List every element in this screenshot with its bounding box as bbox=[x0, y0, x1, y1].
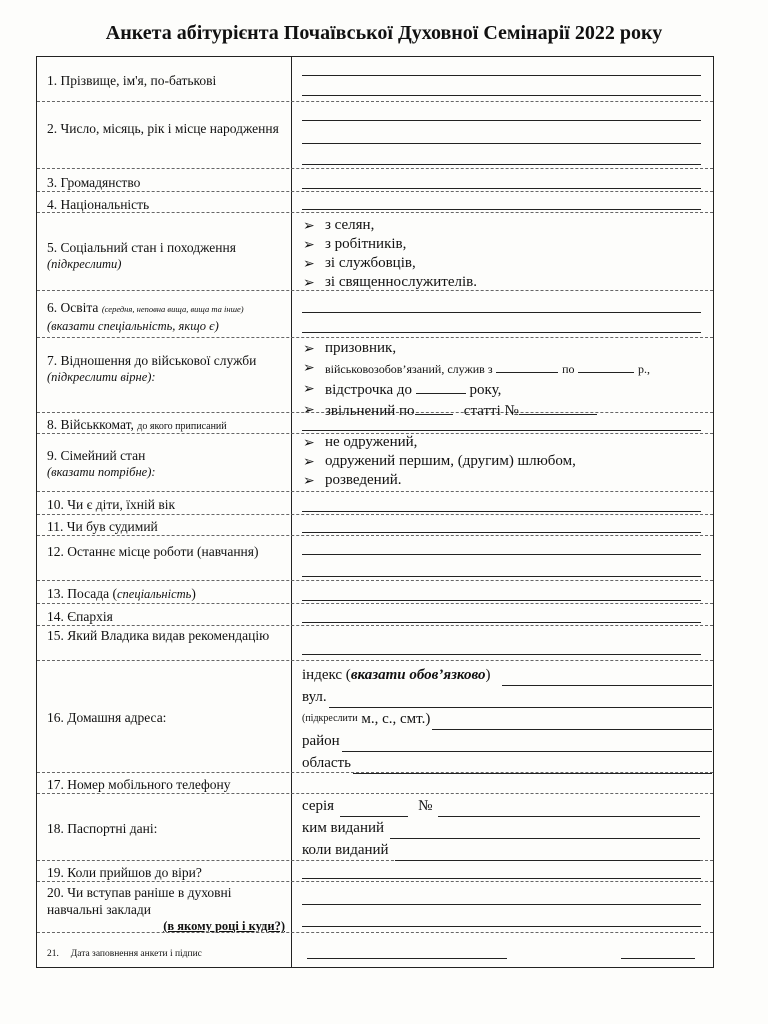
label-text: 20. Чи вступав раніше в духовні навчальні заклади bbox=[47, 885, 232, 917]
input-line[interactable] bbox=[302, 143, 701, 144]
label-full-name: 1. Прізвище, ім'я, по-батькові bbox=[47, 73, 217, 88]
label-home-address: 16. Домашня адреса: bbox=[47, 710, 167, 725]
passport-series-line[interactable]: серія № bbox=[302, 795, 712, 817]
label-small-hint: до якого приписаний bbox=[137, 421, 227, 432]
label-convicted: 11. Чи був судимий bbox=[47, 519, 158, 534]
row-position bbox=[37, 581, 713, 604]
label-phone: 17. Номер мобільного телефону bbox=[47, 777, 231, 792]
input-line[interactable] bbox=[302, 878, 701, 879]
label-passport: 18. Паспортні дані: bbox=[47, 821, 158, 836]
passport-issued-by-line[interactable]: ким виданий bbox=[302, 817, 712, 839]
label-text: 9. Сімейний стан bbox=[47, 448, 146, 463]
option-workers[interactable]: ➢ з робітників, bbox=[303, 236, 407, 253]
label-eparchy: 14. Єпархія bbox=[47, 609, 113, 624]
row-passport bbox=[37, 794, 713, 861]
served-from-field[interactable] bbox=[496, 358, 558, 373]
row-military-office bbox=[37, 413, 713, 434]
form-title: Анкета абітурієнта Почаївської Духовної Семінарії 2022 року bbox=[105, 22, 663, 44]
arrow-bullet-icon: ➢ bbox=[303, 238, 315, 253]
address-region-line[interactable]: область bbox=[302, 752, 712, 774]
arrow-bullet-icon: ➢ bbox=[303, 403, 315, 418]
input-line[interactable] bbox=[302, 904, 701, 905]
input-line[interactable] bbox=[302, 576, 701, 577]
address-settlement-line[interactable]: (підкреслити м., с., смт.) bbox=[302, 708, 712, 730]
passport-block bbox=[302, 795, 712, 861]
label-birth: 2. Число, місяць, рік і місце народження bbox=[47, 121, 279, 136]
row-children bbox=[37, 492, 713, 515]
label-faith: 19. Коли прийшов до віри? bbox=[47, 865, 202, 880]
input-line[interactable] bbox=[302, 926, 701, 927]
label-hint: (підкреслити вірне): bbox=[47, 370, 156, 384]
label-nationality: 4. Національність bbox=[47, 197, 150, 212]
military-options bbox=[303, 339, 713, 421]
label-hint: (підкреслити) bbox=[47, 257, 122, 271]
label-hint: (вказати спеціальність, якщо є) bbox=[47, 319, 219, 333]
arrow-bullet-icon: ➢ bbox=[303, 436, 315, 451]
option-clergy[interactable]: ➢ зі священнослужителів. bbox=[303, 274, 477, 291]
arrow-bullet-icon: ➢ bbox=[303, 361, 315, 376]
arrow-bullet-icon: ➢ bbox=[303, 276, 315, 291]
arrow-bullet-icon: ➢ bbox=[303, 382, 315, 397]
row-nationality bbox=[37, 192, 713, 213]
input-line[interactable] bbox=[302, 164, 701, 165]
label-small-hint: (середня, неповна вища, вища та інше) bbox=[101, 304, 244, 314]
input-line[interactable] bbox=[302, 600, 701, 601]
label-previous-seminary bbox=[47, 884, 285, 935]
row-home-address bbox=[37, 661, 713, 773]
row-last-work bbox=[37, 536, 713, 581]
label-text: 6. Освіта bbox=[47, 300, 99, 315]
input-line[interactable] bbox=[302, 95, 701, 96]
input-line[interactable] bbox=[302, 120, 701, 121]
input-line[interactable] bbox=[302, 332, 701, 333]
signature-field[interactable] bbox=[621, 958, 695, 959]
option-reservist[interactable]: ➢ військовозобов’язаний, служив з по р., bbox=[303, 358, 713, 379]
option-deferment[interactable]: ➢ відстрочка до року, bbox=[303, 379, 713, 400]
label-date-signature: 21. Дата заповнення анкети і підпис bbox=[47, 949, 202, 959]
input-line[interactable] bbox=[302, 532, 701, 533]
label-text: 7. Відношення до військової служби bbox=[47, 353, 257, 368]
label-text: 5. Соціальний стан і походження bbox=[47, 240, 236, 255]
input-line[interactable] bbox=[302, 654, 701, 655]
option-discharged[interactable]: ➢ звільнений по статті № bbox=[303, 400, 713, 421]
row-education bbox=[37, 291, 713, 338]
input-line[interactable] bbox=[302, 312, 701, 313]
label-last-work: 12. Останнє місце роботи (навчання) bbox=[47, 544, 259, 559]
label-family-status bbox=[47, 447, 285, 481]
label-hint: (в якому році і куди?) bbox=[163, 919, 285, 933]
row-eparchy bbox=[37, 604, 713, 626]
option-peasants[interactable]: ➢ з селян, bbox=[303, 217, 375, 234]
passport-issued-when-line[interactable]: коли виданий bbox=[302, 839, 712, 861]
row-recommendation bbox=[37, 626, 713, 661]
row-social-status bbox=[37, 213, 713, 291]
address-street-line[interactable]: вул. bbox=[302, 686, 712, 708]
input-line[interactable] bbox=[302, 430, 701, 431]
row-full-name bbox=[37, 57, 713, 102]
row-military bbox=[37, 338, 713, 419]
label-education bbox=[47, 299, 285, 335]
input-line[interactable] bbox=[302, 188, 701, 189]
label-social-status bbox=[47, 239, 285, 273]
row-previous-seminary bbox=[37, 882, 713, 933]
address-block bbox=[302, 664, 712, 774]
arrow-bullet-icon: ➢ bbox=[303, 219, 315, 234]
option-married[interactable]: ➢ одружений першим, (другим) шлюбом, bbox=[303, 453, 576, 470]
label-citizenship: 3. Громадянство bbox=[47, 175, 141, 190]
arrow-bullet-icon: ➢ bbox=[303, 474, 315, 489]
option-employees[interactable]: ➢ зі службовців, bbox=[303, 255, 416, 272]
option-not-married[interactable]: ➢ не одружений, bbox=[303, 434, 418, 451]
date-field[interactable] bbox=[307, 958, 507, 959]
row-convicted bbox=[37, 515, 713, 536]
address-index-line[interactable]: індекс ( вказати обов’язково ) bbox=[302, 664, 712, 686]
label-hint: (вказати потрібне): bbox=[47, 465, 156, 479]
input-line[interactable] bbox=[302, 511, 701, 512]
row-faith bbox=[37, 861, 713, 882]
application-form bbox=[36, 56, 714, 968]
label-position: 13. Посада (спеціальність) bbox=[47, 586, 196, 601]
row-date-signature bbox=[37, 933, 713, 969]
served-to-field[interactable] bbox=[578, 358, 634, 373]
social-options bbox=[303, 216, 713, 292]
deferment-year-field[interactable] bbox=[416, 379, 466, 394]
row-citizenship bbox=[37, 169, 713, 192]
option-divorced[interactable]: ➢ розведений. bbox=[303, 472, 402, 489]
input-line[interactable] bbox=[302, 75, 701, 76]
label-text: 8. Військкомат, bbox=[47, 417, 134, 432]
input-line[interactable] bbox=[302, 622, 701, 623]
arrow-bullet-icon: ➢ bbox=[303, 257, 315, 272]
row-phone bbox=[37, 773, 713, 794]
arrow-bullet-icon: ➢ bbox=[303, 455, 315, 470]
label-children: 10. Чи є діти, їхній вік bbox=[47, 497, 176, 512]
label-military-office bbox=[47, 416, 285, 435]
label-recommendation: 15. Який Владика видав рекомендацію bbox=[47, 628, 270, 643]
family-options bbox=[303, 433, 713, 490]
row-family-status bbox=[37, 434, 713, 492]
row-birth bbox=[37, 102, 713, 169]
input-line[interactable] bbox=[302, 209, 701, 210]
arrow-bullet-icon: ➢ bbox=[303, 342, 315, 357]
address-district-line[interactable]: район bbox=[302, 730, 712, 752]
option-conscript[interactable]: ➢ призовник, bbox=[303, 340, 397, 357]
input-line[interactable] bbox=[302, 554, 701, 555]
label-military bbox=[47, 352, 285, 386]
